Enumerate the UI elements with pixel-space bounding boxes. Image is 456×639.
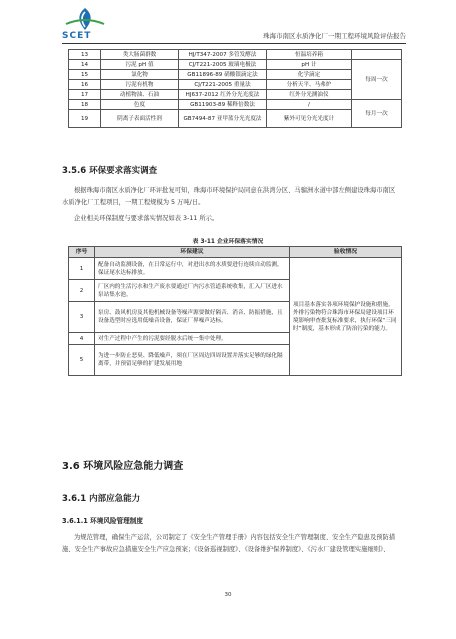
frequency-monthly: 每月一次 [352, 100, 402, 128]
row-number: 4 [69, 333, 95, 345]
frequency-weekly: 每周一次 [352, 60, 402, 100]
monitor-instrument: 化学滴定 [267, 70, 352, 80]
report-header-title: 珠海市南区水质净化厂一期工程环境风险评估报告 [263, 32, 406, 40]
monitor-item: 污泥 pH 值 [101, 60, 179, 70]
row-number: 15 [69, 70, 101, 80]
header-acceptance: 验收情况 [290, 247, 402, 258]
environmental-compliance-table [68, 246, 402, 376]
monitor-instrument: 紫外可见分光光度计 [267, 110, 352, 128]
monitor-method: CJ/T221-2005 重量法 [179, 80, 267, 90]
monitor-item: 动植物油、石油 [101, 90, 179, 100]
paragraph-table-intro: 企业相关环保制度与要求落实情况如表 3-11 所示。 [74, 215, 219, 222]
table-row [69, 50, 402, 60]
monitor-item: 污泥有机物 [101, 80, 179, 90]
monitor-instrument: 红外分光测油仪 [267, 90, 352, 100]
monitor-instrument: pH 计 [267, 60, 352, 70]
suggestion-text: 泵房、鼓风机房及其他机械设备等噪声源要做好隔音、消音、防振措施，且设备选型时应选用低噪音设备，保证厂界噪声达标。 [95, 302, 290, 333]
row-number: 1 [69, 258, 95, 280]
paragraph-approval: 根据珠海市南区水质净化厂环评批复可知，珠海市环境保护局同意在洪湾分区、马骝洲水道中部左侧建设珠海市南区水质净化厂工程项目，一期工程规模为 5 万吨/日。 [62, 187, 396, 206]
paragraph-risk-management: 为规范管理，确保生产运营，公司制定了《安全生产管理手册》内容包括安全生产管理制度、安全生产隐患及预防措施、安全生产事故应急措施安全生产应急预案；《设备巡视制度》、《设备维护保养制度》、《污水厂建设管理实施细则》、 [62, 534, 396, 553]
header-divider [62, 43, 406, 44]
monitor-method: GB7494-87 亚甲蓝分光光度法 [179, 110, 267, 128]
row-number: 13 [69, 50, 101, 60]
suggestion-text: 厂区内的生活污水和生产废水要通过厂内污水管道系统收集，汇入厂区进水泵站集水池。 [95, 280, 290, 302]
monitor-instrument: 分析天平、马弗炉 [267, 80, 352, 90]
table-row [69, 258, 402, 280]
table-caption: 表 3-11 企业环保落实情况 [192, 239, 264, 245]
monitor-method: GB11903-89 稀释倍数法 [179, 100, 267, 110]
suggestion-text: 对生产过程中产生的污泥要经脱水后统一集中处理。 [95, 333, 290, 345]
header-number: 序号 [69, 247, 95, 258]
table-header-row [69, 247, 402, 258]
logo-text: SCET [62, 31, 92, 41]
row-number: 17 [69, 90, 101, 100]
monitor-method: HJ637-2012 红外分光光度法 [179, 90, 267, 100]
row-number: 18 [69, 100, 101, 110]
page-number: 30 [224, 592, 232, 598]
table-row [69, 100, 402, 110]
section-heading-3-5-6: 3.5.6 环保要求落实调查 [62, 166, 158, 176]
monitor-method: GB11896-89 硝酸银滴定法 [179, 70, 267, 80]
monitor-method: HJ/T347-2007 多管发酵法 [179, 50, 267, 60]
suggestion-text: 为进一步防止恶臭、降低噪声，须在厂区周边四周设置并落实足够的绿化隔离带，并预留足够的扩建发展用地 [95, 345, 290, 376]
table-row [69, 60, 402, 70]
monitor-item: 色度 [101, 100, 179, 110]
monitor-item: 阴离子表面活性剂 [101, 110, 179, 128]
header-suggestion: 环保建议 [95, 247, 290, 258]
section-heading-3-6-1: 3.6.1 内部应急能力 [62, 494, 141, 504]
monitoring-methods-table [68, 49, 402, 128]
row-number: 14 [69, 60, 101, 70]
row-number: 19 [69, 110, 101, 128]
monitor-instrument: / [267, 100, 352, 110]
monitor-instrument: 恒温培养箱 [267, 50, 352, 60]
frequency-cell [352, 50, 402, 60]
row-number: 5 [69, 345, 95, 376]
monitor-method: CJ/T221-2005 玻璃电极法 [179, 60, 267, 70]
monitor-item: 氯化物 [101, 70, 179, 80]
suggestion-text: 配备自动监测设备，在日常运行中，对进出水的水质要进行连续自动监测，保证尾水达标排放。 [95, 258, 290, 280]
section-heading-3-6-1-1: 3.6.1.1 环境风险管理制度 [62, 517, 143, 525]
row-number: 3 [69, 302, 95, 333]
row-number: 16 [69, 80, 101, 90]
monitor-item: 类大肠菌群数 [101, 50, 179, 60]
row-number: 2 [69, 280, 95, 302]
section-heading-3-6: 3.6 环境风险应急能力调查 [62, 461, 184, 472]
acceptance-text: 项目基本落实各项环境保护设施和措施，外排污染物符合珠海市环保局建设项目环境影响审查批复标准要求，执行环保“三同时”制度，基本形成了防治污染的能力。 [290, 258, 402, 376]
